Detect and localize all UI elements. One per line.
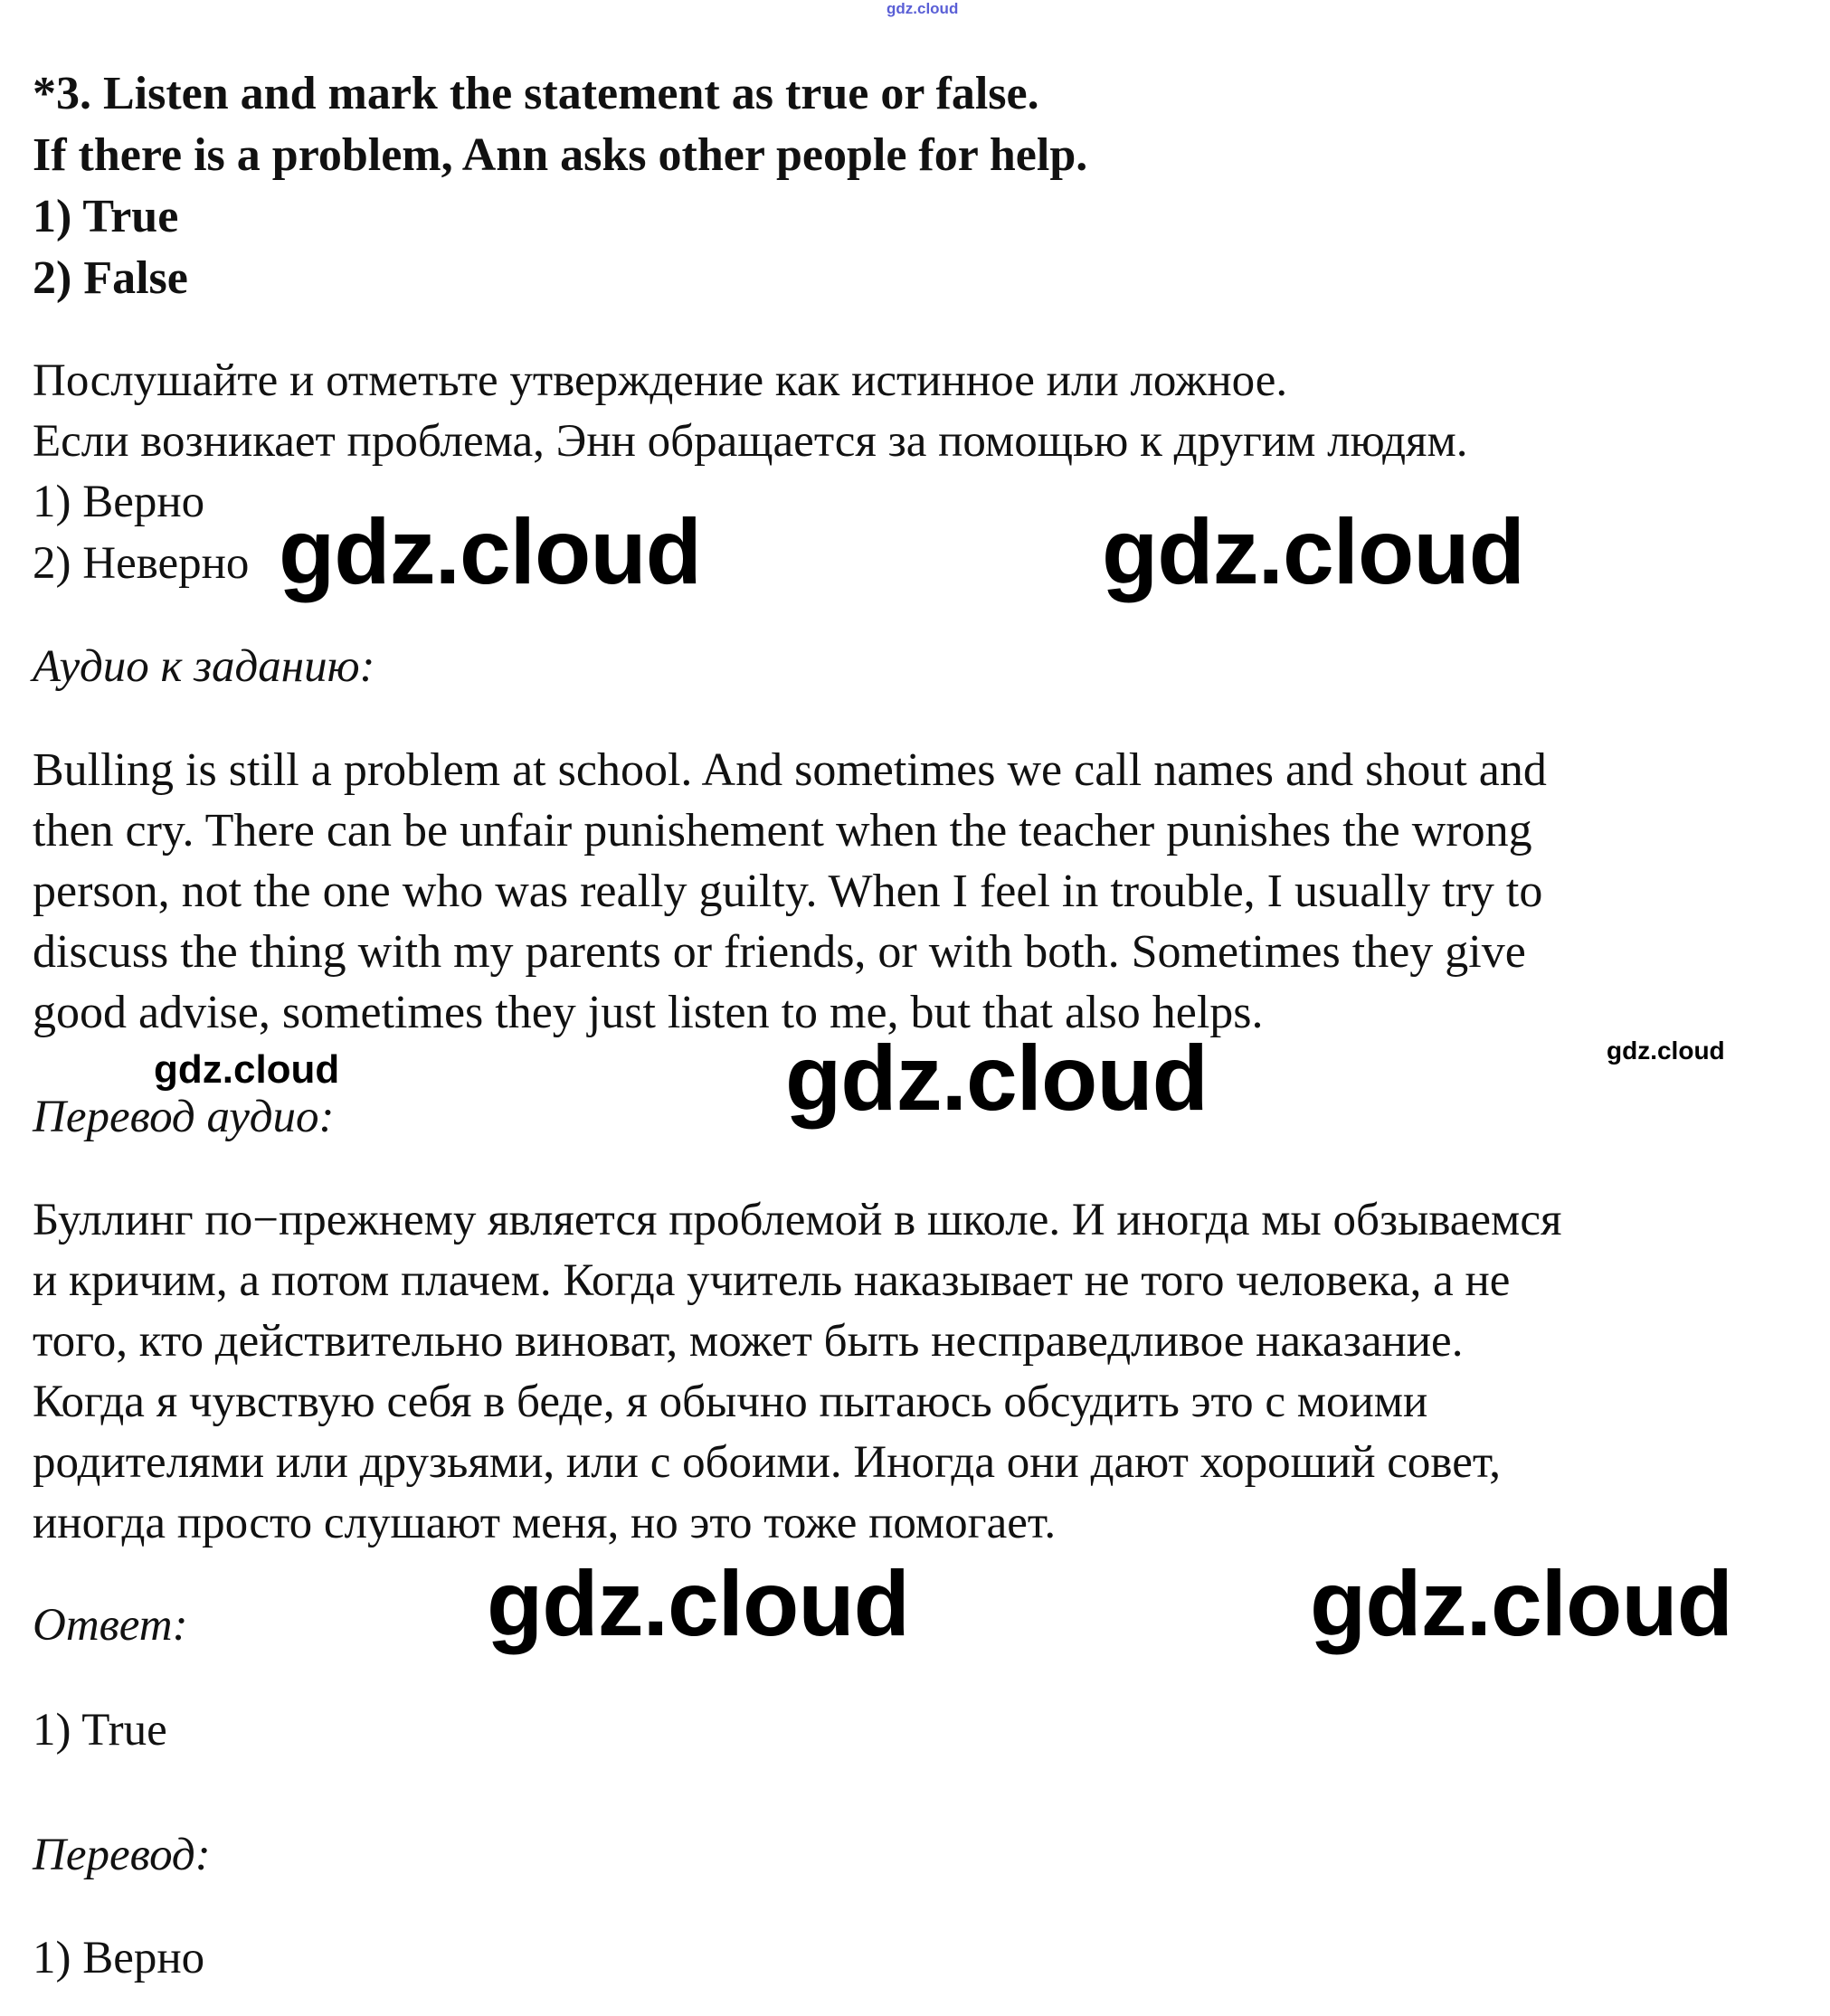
watermark: gdz.cloud bbox=[1102, 500, 1524, 603]
watermark: gdz.cloud bbox=[1607, 1036, 1725, 1065]
task-option-1: 1) True bbox=[33, 191, 179, 242]
translation-line: родителями или друзьями, или с обоими. Иногда они дают хороший совет, bbox=[33, 1437, 1502, 1488]
translation-line: того, кто действительно виноват, может быть несправедливое наказание. bbox=[33, 1316, 1464, 1367]
task-ru-statement: Если возникает проблема, Энн обращается за помощью к другим людям. bbox=[33, 416, 1468, 467]
watermark: gdz.cloud bbox=[1310, 1552, 1732, 1655]
task-option-2: 2) False bbox=[33, 252, 188, 304]
translation-line: Когда я чувствую себя в беде, я обычно пытаюсь обсудить это с моими bbox=[33, 1377, 1428, 1427]
watermark: gdz.cloud bbox=[487, 1552, 909, 1655]
audio-line: then cry. There can be unfair punishement when the teacher punishes the wrong bbox=[33, 805, 1532, 857]
watermark: gdz.cloud bbox=[785, 1027, 1208, 1130]
task-statement: If there is a problem, Ann asks other people for help. bbox=[33, 129, 1088, 181]
translation-line: иногда просто слушают меня, но это тоже помогает. bbox=[33, 1498, 1057, 1548]
audio-translation-label: Перевод аудио: bbox=[33, 1092, 335, 1142]
audio-line: Bulling is still a problem at school. And sometimes we call names and shout and bbox=[33, 744, 1547, 796]
answer-label: Ответ: bbox=[33, 1600, 188, 1651]
translation-value: 1) Верно bbox=[33, 1933, 205, 1983]
translation-line: и кричим, а потом плачем. Когда учитель наказывает не того человека, а не bbox=[33, 1255, 1511, 1306]
watermark: gdz.cloud bbox=[154, 1047, 340, 1092]
translation-label: Перевод: bbox=[33, 1830, 211, 1880]
header-watermark: gdz.cloud bbox=[887, 0, 959, 17]
task-title: *3. Listen and mark the statement as true or false. bbox=[33, 68, 1039, 119]
audio-line: good advise, sometimes they just listen to me, but that also helps. bbox=[33, 987, 1264, 1038]
answer-value: 1) True bbox=[33, 1705, 167, 1756]
task-ru-option-1: 1) Верно bbox=[33, 477, 205, 527]
watermark: gdz.cloud bbox=[279, 500, 701, 603]
audio-label: Аудио к заданию: bbox=[33, 641, 375, 692]
task-ru-title: Послушайте и отметьте утверждение как истинное или ложное. bbox=[33, 355, 1288, 406]
audio-line: discuss the thing with my parents or friends, or with both. Sometimes they give bbox=[33, 926, 1526, 978]
task-ru-option-2: 2) Неверно bbox=[33, 538, 250, 589]
translation-line: Буллинг по−прежнему является проблемой в школе. И иногда мы обзываемся bbox=[33, 1195, 1562, 1245]
audio-line: person, not the one who was really guilty. When I feel in trouble, I usually try to bbox=[33, 866, 1543, 917]
